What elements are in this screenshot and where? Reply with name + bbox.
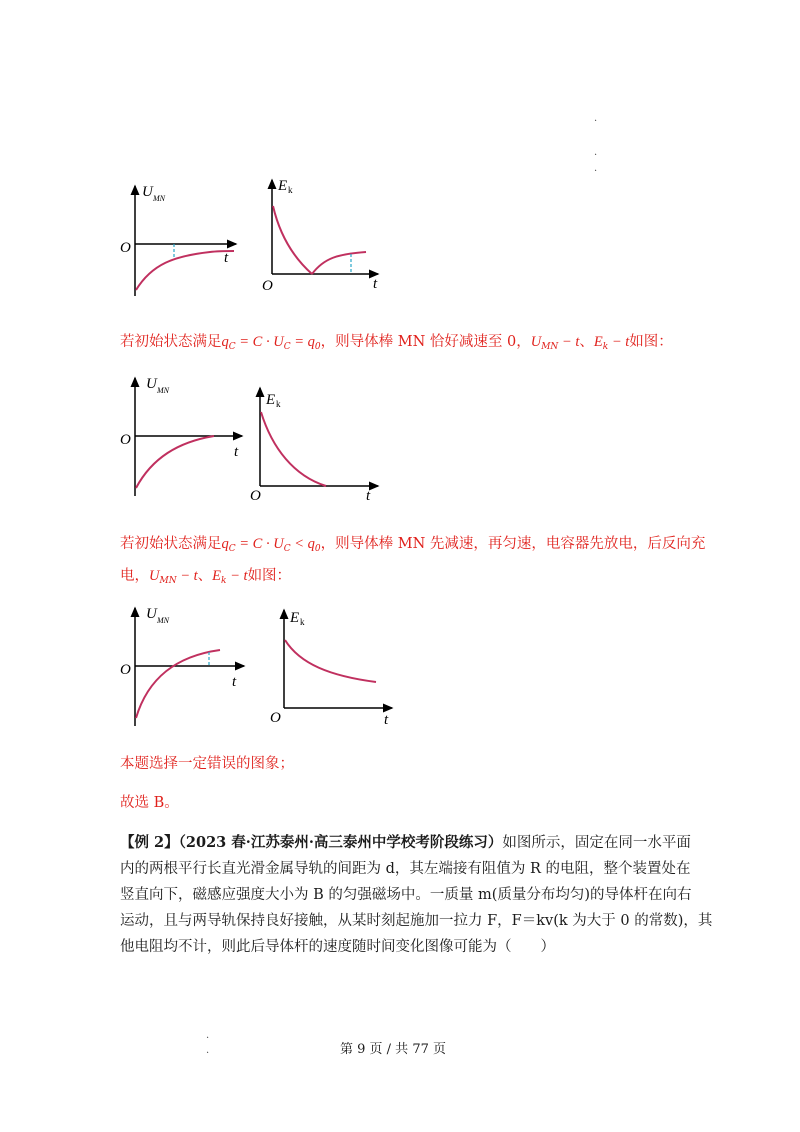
- case2-line2-start: 电，: [120, 568, 149, 584]
- ek-curve-down: [273, 206, 312, 274]
- umn-curve: [136, 436, 214, 488]
- separator: 、: [197, 568, 213, 584]
- relation-umn: U: [149, 568, 160, 584]
- y-axis-label-sub: k: [288, 185, 293, 195]
- formula-sub: C: [228, 544, 236, 554]
- y-axis-label: U: [146, 376, 157, 392]
- relation-tail: − t: [608, 334, 630, 350]
- page-number: 第 9 页 / 共 77 页: [340, 1042, 446, 1057]
- relation-sub: MN: [159, 576, 177, 586]
- example-question: [120, 830, 713, 960]
- y-axis-label: E: [266, 392, 276, 408]
- case2-text-line2: [120, 564, 291, 586]
- graph-ek-3: [270, 604, 400, 728]
- formula-eq: = q: [290, 334, 315, 350]
- y-axis-label-sub: k: [276, 399, 281, 409]
- y-axis-label-sub: k: [300, 617, 305, 627]
- case1-ending: 如图：: [629, 334, 673, 350]
- x-axis-label: t: [384, 712, 389, 728]
- example-line: 内的两根平行长直光滑金属导轨的间距为 d，其左端接有阻值为 R 的电阻，整个装置处在: [120, 861, 691, 877]
- x-axis-label: t: [234, 444, 239, 460]
- ek-curve: [261, 412, 326, 486]
- relation-sub: MN: [541, 342, 559, 352]
- y-axis-label-sub: MN: [157, 386, 169, 395]
- y-axis-label: E: [278, 178, 288, 194]
- example-source: （2023 春·江苏泰州·高三泰州中学校考阶段练习）: [178, 834, 503, 851]
- case1-prefix: 若初始状态满足: [120, 334, 222, 350]
- formula-lt: < q: [290, 536, 315, 552]
- origin-label: O: [120, 432, 131, 448]
- x-axis-label: t: [224, 250, 229, 266]
- x-axis-label: t: [373, 276, 378, 292]
- relation-ek: E: [593, 334, 603, 350]
- origin-label: O: [120, 240, 131, 256]
- y-axis-label-sub: MN: [153, 194, 165, 203]
- graph-ek-2: [246, 384, 386, 504]
- example-tag: 【例 2】: [120, 834, 179, 851]
- ek-curve: [285, 640, 376, 682]
- case2-prefix: 若初始状态满足: [120, 536, 222, 552]
- example-line: [120, 830, 691, 856]
- formula-sub: C: [283, 342, 291, 352]
- ek-curve-up: [312, 252, 366, 274]
- formula-mid: = C · U: [235, 334, 284, 350]
- separator: 、: [579, 334, 594, 350]
- formula-sub: C: [283, 544, 291, 554]
- graph-umn-3: [118, 600, 253, 730]
- example-line: 他电阻均不计，则此后导体杆的速度随时间变化图像可能为（ ）: [120, 939, 555, 955]
- conclusion-line2: 故选 B。: [120, 795, 179, 811]
- stray-dot: ·: [206, 1048, 210, 1059]
- y-axis-label-sub: MN: [157, 616, 169, 625]
- case2-ending: 如图：: [247, 568, 292, 584]
- y-axis-label: U: [142, 184, 153, 200]
- origin-label: O: [270, 710, 281, 726]
- formula-sub: C: [228, 342, 236, 352]
- umn-curve: [136, 650, 220, 718]
- case1-text: [120, 330, 673, 352]
- relation-tail: − t: [558, 334, 580, 350]
- y-axis-label: U: [146, 606, 157, 622]
- graph-ek-1: [258, 174, 388, 294]
- graph-umn-2: [118, 370, 248, 500]
- umn-curve: [136, 251, 234, 290]
- origin-label: O: [120, 662, 131, 678]
- case2-text-line1: [120, 532, 705, 554]
- case1-suffix: ，则导体棒 MN 恰好减速至 0，: [320, 334, 531, 350]
- relation-tail: − t: [226, 568, 248, 584]
- stray-dot: ·: [594, 116, 598, 127]
- conclusion-line1: 本题选择一定错误的图象；: [120, 756, 294, 772]
- relation-ek: E: [212, 568, 222, 584]
- example-line: 竖直向下，磁感应强度大小为 B 的匀强磁场中。一质量 m(质量分布均匀)的导体杆在向右: [120, 887, 692, 903]
- stray-dot: ·: [594, 150, 598, 161]
- case2-suffix: ，则导体棒 MN 先减速，再匀速，电容器先放电，后反向充: [320, 536, 706, 552]
- relation-tail: − t: [176, 568, 198, 584]
- relation-umn: U: [530, 334, 542, 350]
- x-axis-label: t: [366, 488, 371, 504]
- y-axis-label: E: [290, 610, 300, 626]
- origin-label: O: [250, 488, 261, 504]
- formula-sub: 0: [314, 342, 321, 352]
- example-line1-tail: 如图所示，固定在同一水平面: [502, 835, 691, 851]
- stray-dot: ·: [206, 1033, 210, 1044]
- graph-umn-1: [118, 178, 248, 298]
- example-line: 运动，且与两导轨保持良好接触，从某时刻起施加一拉力 F，F＝kv(k 为大于 0 的常数)，其: [120, 913, 713, 929]
- formula-q: q: [221, 334, 229, 350]
- formula-sub: 0: [314, 544, 321, 554]
- formula-mid: = C · U: [235, 536, 284, 552]
- origin-label: O: [262, 278, 273, 294]
- relation-sub: k: [602, 342, 609, 352]
- x-axis-label: t: [232, 674, 237, 690]
- formula-q: q: [221, 536, 229, 552]
- relation-sub: k: [221, 576, 227, 586]
- stray-dot: ·: [594, 166, 598, 177]
